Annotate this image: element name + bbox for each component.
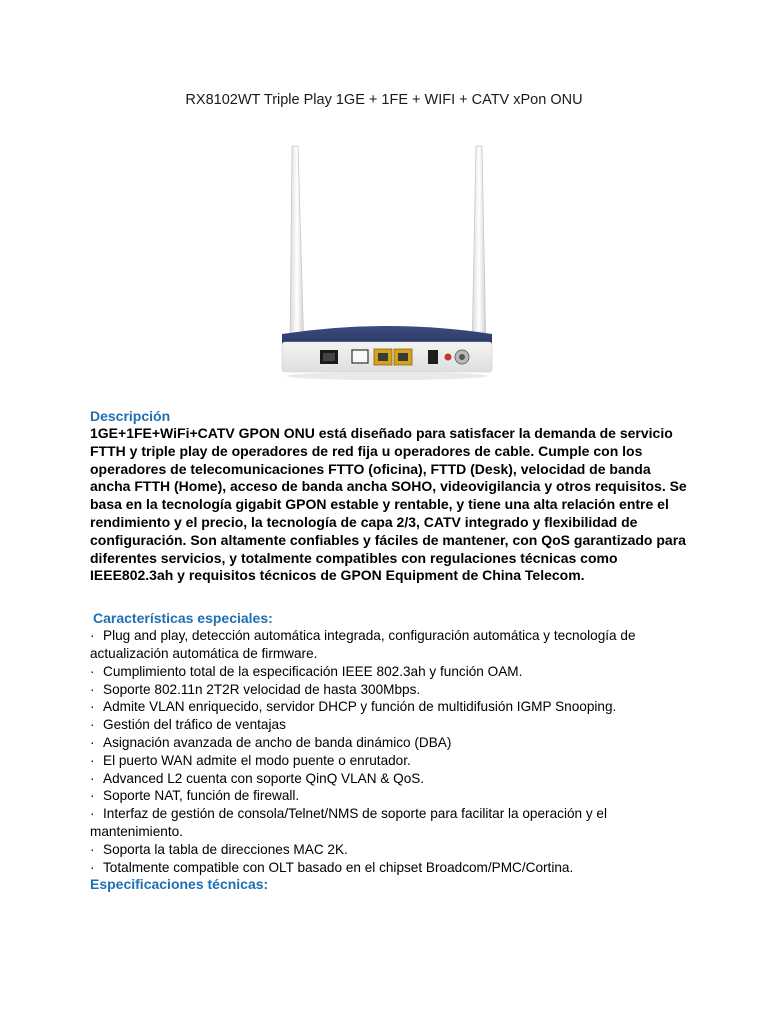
page-title: RX8102WT Triple Play 1GE + 1FE + WIFI + CATV xPon ONU	[185, 92, 583, 108]
antenna-left	[290, 146, 304, 352]
list-item: · Soporte 802.11n 2T2R velocidad de hasta 300Mbps.	[90, 681, 421, 697]
list-item: · Asignación avanzada de ancho de banda dinámico (DBA)	[90, 734, 452, 750]
list-item: · Admite VLAN enriquecido, servidor DHCP y función de multidifusión IGMP Snooping.	[90, 699, 617, 715]
features-list	[90, 627, 690, 876]
antenna-right	[472, 146, 486, 352]
content	[90, 408, 690, 893]
list-item: · Gestión del tráfico de ventajas	[90, 717, 286, 733]
features-heading: Características especiales:	[93, 610, 273, 627]
list-item: · Advanced L2 cuenta con soporte QinQ VLAN & QoS.	[90, 770, 425, 786]
list-item: · Totalmente compatible con OLT basado en el chipset Broadcom/PMC/Cortina.	[90, 859, 574, 875]
power-switch	[428, 350, 438, 364]
usb-port	[352, 350, 368, 363]
description-body: 1GE+1FE+WiFi+CATV GPON ONU está diseñado para satisfacer la demanda de servicio FTTH y triple play de operadores de red fija u operadores de cable. Cumple con los operadores de telecomunicaciones FTTO (oficina), FTTD (Desk), velocidad de banda ancha FTTH (Home), acceso de banda ancha SOHO, videovigilancia y otros requisitos. Se basa en la tecnología gigabit GPON estable y rentable, y tiene una alta relación entre el rendimiento y el precio, la tecnología de capa 2/3, CATV integrado y flexibilidad de configuración. Son altamente confiables y fáciles de mantener, con QoS garantizado para diferentes servicios, y totalmente compatibles con regulaciones técnicas como IEEE802.3ah y requisitos técnicos de GPON Equipment de China Telecom.	[90, 425, 687, 584]
specs-heading: Especificaciones técnicas:	[90, 876, 269, 893]
list-item: · Interfaz de gestión de consola/Telnet/NMS de soporte para facilitar la operación y el mantenimiento.	[90, 806, 608, 839]
list-item: · Cumplimiento total de la especificación IEEE 802.3ah y función OAM.	[90, 663, 523, 679]
list-item: · Plug and play, detección automática integrada, configuración automática y tecnología de actualización automática de firmware.	[90, 628, 636, 661]
list-item: · El puerto WAN admite el modo puente o enrutador.	[90, 752, 411, 768]
list-item: · Soporta la tabla de direcciones MAC 2K.	[90, 841, 348, 857]
description-heading: Descripción	[90, 408, 171, 424]
list-item: · Soporte NAT, función de firewall.	[90, 788, 300, 804]
power-jack	[445, 354, 452, 361]
router-photo	[270, 138, 504, 384]
